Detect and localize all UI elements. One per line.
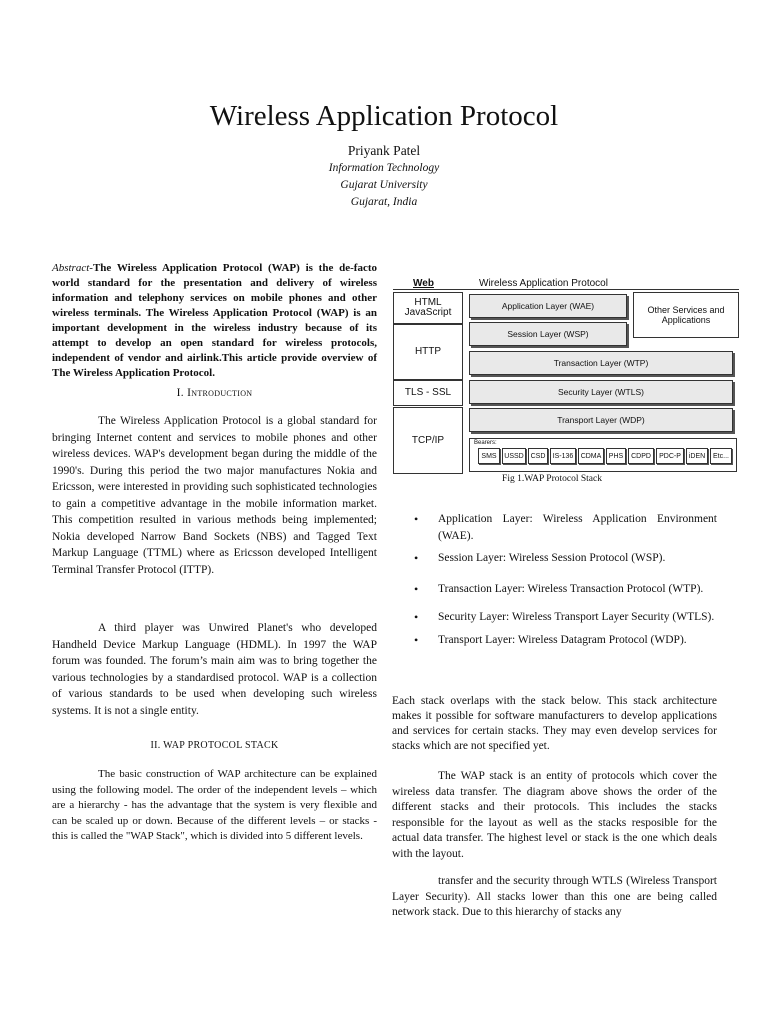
- bearer-item: SMS: [478, 448, 500, 464]
- paragraph-text: The basic construction of WAP architecture can be explained using the following model. The order of the independent levels – which are a hierarchy - has the advantage that the system is very flexible and can be scaled up or down. Because of the different levels – or stacks - this is called the "WAP Stack", which is divided into 5 different levels.: [52, 768, 377, 842]
- abstract-text: The Wireless Application Protocol (WAP) is the de-facto world standard for the presentation and delivery of wireless information and telephony services on mobile phones and other wireless terminals. The Wireless Application Protocol (WAP) is an important development in the wireless industry because of its attempt to develop an open standard for wireless protocols, independent of vendor and airlink.This article provide overview of The Wireless Application Protocol.: [52, 262, 377, 379]
- bearers-label: Bearers:: [474, 440, 497, 446]
- list-item: • Application Layer: Wireless Application Environment (WAE).: [392, 511, 717, 544]
- bearer-item: PDC-P: [656, 448, 684, 464]
- session-layer-box: Session Layer (WSP): [469, 322, 627, 346]
- section-number: I.: [176, 387, 188, 399]
- list-item: • Transport Layer: Wireless Datagram Protocol (WDP).: [392, 632, 717, 649]
- abstract-label: Abstract-: [52, 262, 93, 274]
- affiliation-line-2: Gujarat University: [340, 179, 428, 191]
- wap-stack-diagram: [393, 276, 739, 472]
- right-paragraph-2: [392, 769, 717, 862]
- paragraph-text: transfer and the security through WTLS (Wireless Transport Layer Security). All stacks lower than this one are being called network stack. Due to this hierarchy of stacks any: [392, 875, 717, 918]
- paper-title: Wireless Application Protocol: [209, 100, 559, 132]
- right-paragraph-1: [392, 694, 717, 754]
- list-item: • Transaction Layer: Wireless Transaction Protocol (WTP).: [392, 581, 717, 598]
- bearer-item: Etc...: [710, 448, 732, 464]
- author-name: Priyank Patel: [347, 143, 421, 158]
- bearer-item: CDMA: [578, 448, 604, 464]
- bearer-item: IS-136: [550, 448, 576, 464]
- transport-layer-box: Transport Layer (WDP): [469, 408, 733, 432]
- affiliation-line-3: Gujarat, India: [350, 196, 418, 208]
- section-heading-introduction: [52, 387, 377, 399]
- bearer-item: CSD: [528, 448, 548, 464]
- paragraph-text: Each stack overlaps with the stack below. This stack architecture makes it possible for software manufacturers to develop applications and services for certain stacks. They may even develop services for stacks which are not specified yet.: [392, 695, 717, 752]
- tcp-ip-box: TCP/IP: [393, 407, 463, 474]
- paragraph-text: The Wireless Application Protocol is a global standard for bringing Internet content and services to mobile phones and other wireless devices. WAP's development began during the middle of the 1990's. During this period the two major manufactures Nokia and Ericsson, were interested in providing such sophisticated technologies to gain a competitive advantage in the mobile information market. This competition resulted in various methods being implemented; Nokia developed Narrow Band Sockets (NBS) and Tagged Text Markup Language (TTML) where as Ericsson developed Intelligent Terminal Transfer Protocol (ITTP).: [52, 415, 377, 576]
- list-item: • Security Layer: Wireless Transport Layer Security (WTLS).: [392, 609, 717, 626]
- list-item: • Session Layer: Wireless Session Protocol (WSP).: [392, 550, 717, 567]
- html-javascript-box: HTML JavaScript: [393, 292, 463, 324]
- layer-list: [392, 511, 717, 654]
- bearer-item: CDPD: [628, 448, 654, 464]
- stack-paragraph-1: [52, 767, 377, 845]
- section-title: Introduction: [187, 387, 253, 399]
- wap-label: Wireless Application Protocol: [479, 278, 608, 289]
- security-layer-box: Security Layer (WTLS): [469, 380, 733, 404]
- right-paragraph-3: [392, 874, 717, 921]
- paragraph-text: A third player was Unwired Planet's who developed Handheld Device Markup Language (HDML). In 1997 the WAP forum was founded. The forum’s main aim was to bring together the various technologies by a standardised protocol. WAP is a collection of various standards to be used when developing such wireless systems. It is not a single entity.: [52, 622, 377, 717]
- http-box: HTTP: [393, 324, 463, 380]
- bearers-box: [469, 438, 737, 472]
- affiliation-line-1: Information Technology: [328, 162, 440, 174]
- bearer-item: iDEN: [686, 448, 708, 464]
- header-line: [393, 289, 739, 290]
- intro-paragraph-2: [52, 620, 377, 719]
- application-layer-box: Application Layer (WAE): [469, 294, 627, 318]
- paragraph-text: The WAP stack is an entity of protocols which cover the wireless data transfer. The diagram above shows the order of the different stacks and their protocols. This includes the stacks responsible for the layout as well as the stacks resposible for the actual data transfer. The highest level or stack is the one which deals with the layout.: [392, 770, 717, 860]
- bearer-item: USSD: [502, 448, 526, 464]
- abstract: [52, 261, 377, 381]
- section-title: WAP PROTOCOL STACK: [163, 740, 279, 751]
- web-label: Web: [413, 278, 434, 289]
- bearer-item: PHS: [606, 448, 626, 464]
- other-services-box: Other Services and Applications: [633, 292, 739, 338]
- tls-ssl-box: TLS - SSL: [393, 380, 463, 406]
- intro-paragraph-1: [52, 413, 377, 578]
- transaction-layer-box: Transaction Layer (WTP): [469, 351, 733, 375]
- section-heading-wap-stack: [52, 740, 377, 751]
- section-number: II.: [150, 740, 164, 751]
- figure-caption: Fig 1.WAP Protocol Stack: [502, 474, 602, 484]
